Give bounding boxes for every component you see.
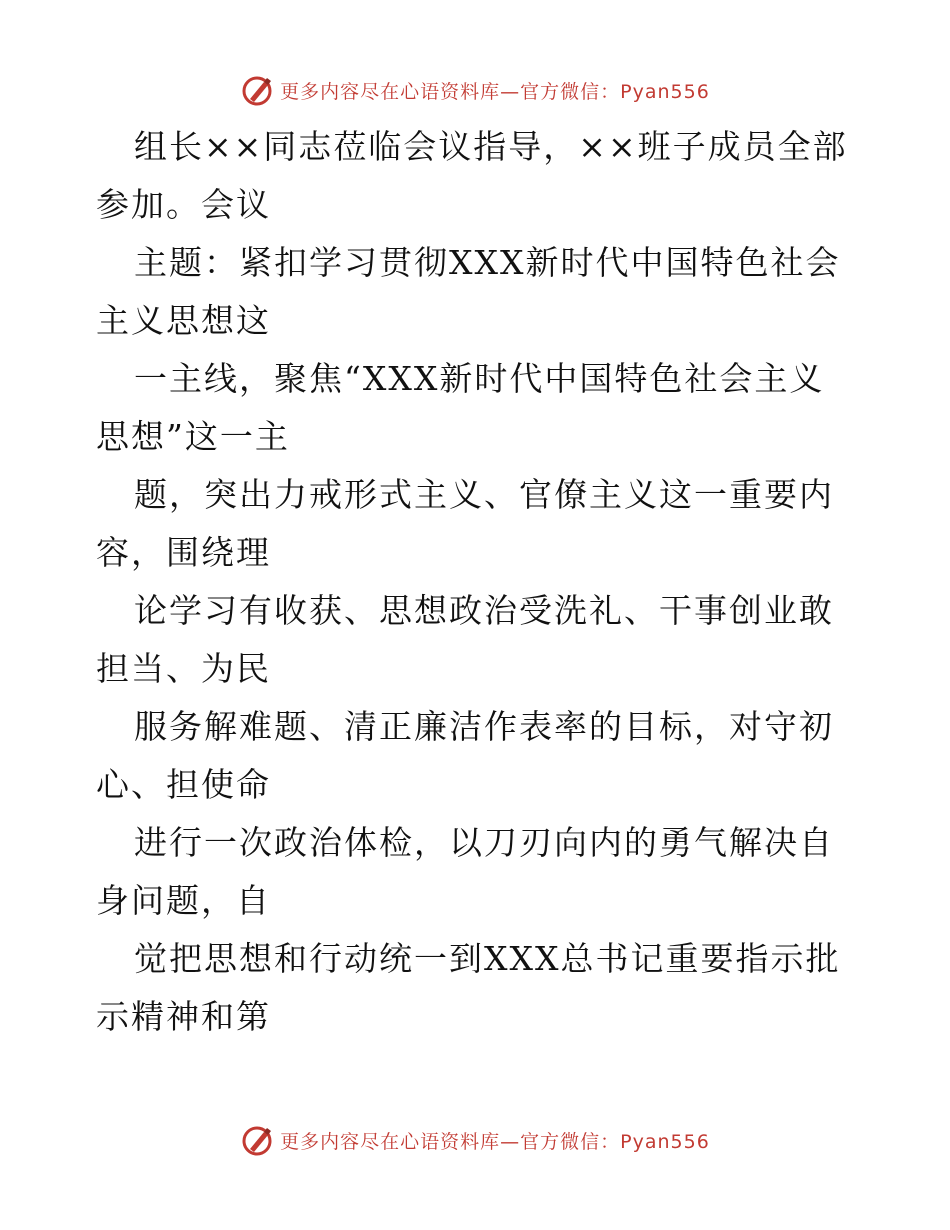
footer-watermark-banner <box>0 1120 950 1160</box>
paragraph: 论学习有收获、思想政治受洗礼、干事创业敢担当、为民 <box>96 591 834 688</box>
header-banner-text: 更多内容尽在心语资料库—官方微信：Pyan556 <box>280 80 710 103</box>
paragraph: 题，突出力戒形式主义、官僚主义这一重要内容，围绕理 <box>96 475 834 572</box>
pen-logo-icon <box>240 72 276 108</box>
pen-logo-icon <box>240 1122 276 1158</box>
header-watermark-banner <box>0 70 950 110</box>
footer-banner-text: 更多内容尽在心语资料库—官方微信：Pyan556 <box>280 1130 710 1153</box>
paragraph: 主题：紧扣学习贯彻XXX新时代中国特色社会主义思想这 <box>96 243 841 340</box>
paragraph: 进行一次政治体检，以刀刃向内的勇气解决自身问题，自 <box>96 823 834 920</box>
paragraph: 服务解难题、清正廉洁作表率的目标，对守初心、担使命 <box>96 707 834 804</box>
paragraph: 觉把思想和行动统一到XXX总书记重要指示批示精神和第 <box>96 939 841 1036</box>
document-body <box>96 118 856 1046</box>
paragraph: 一主线，聚焦“XXX新时代中国特色社会主义思想”这一主 <box>96 359 825 456</box>
paragraph: 组长××同志莅临会议指导，××班子成员全部参加。会议 <box>96 127 848 224</box>
